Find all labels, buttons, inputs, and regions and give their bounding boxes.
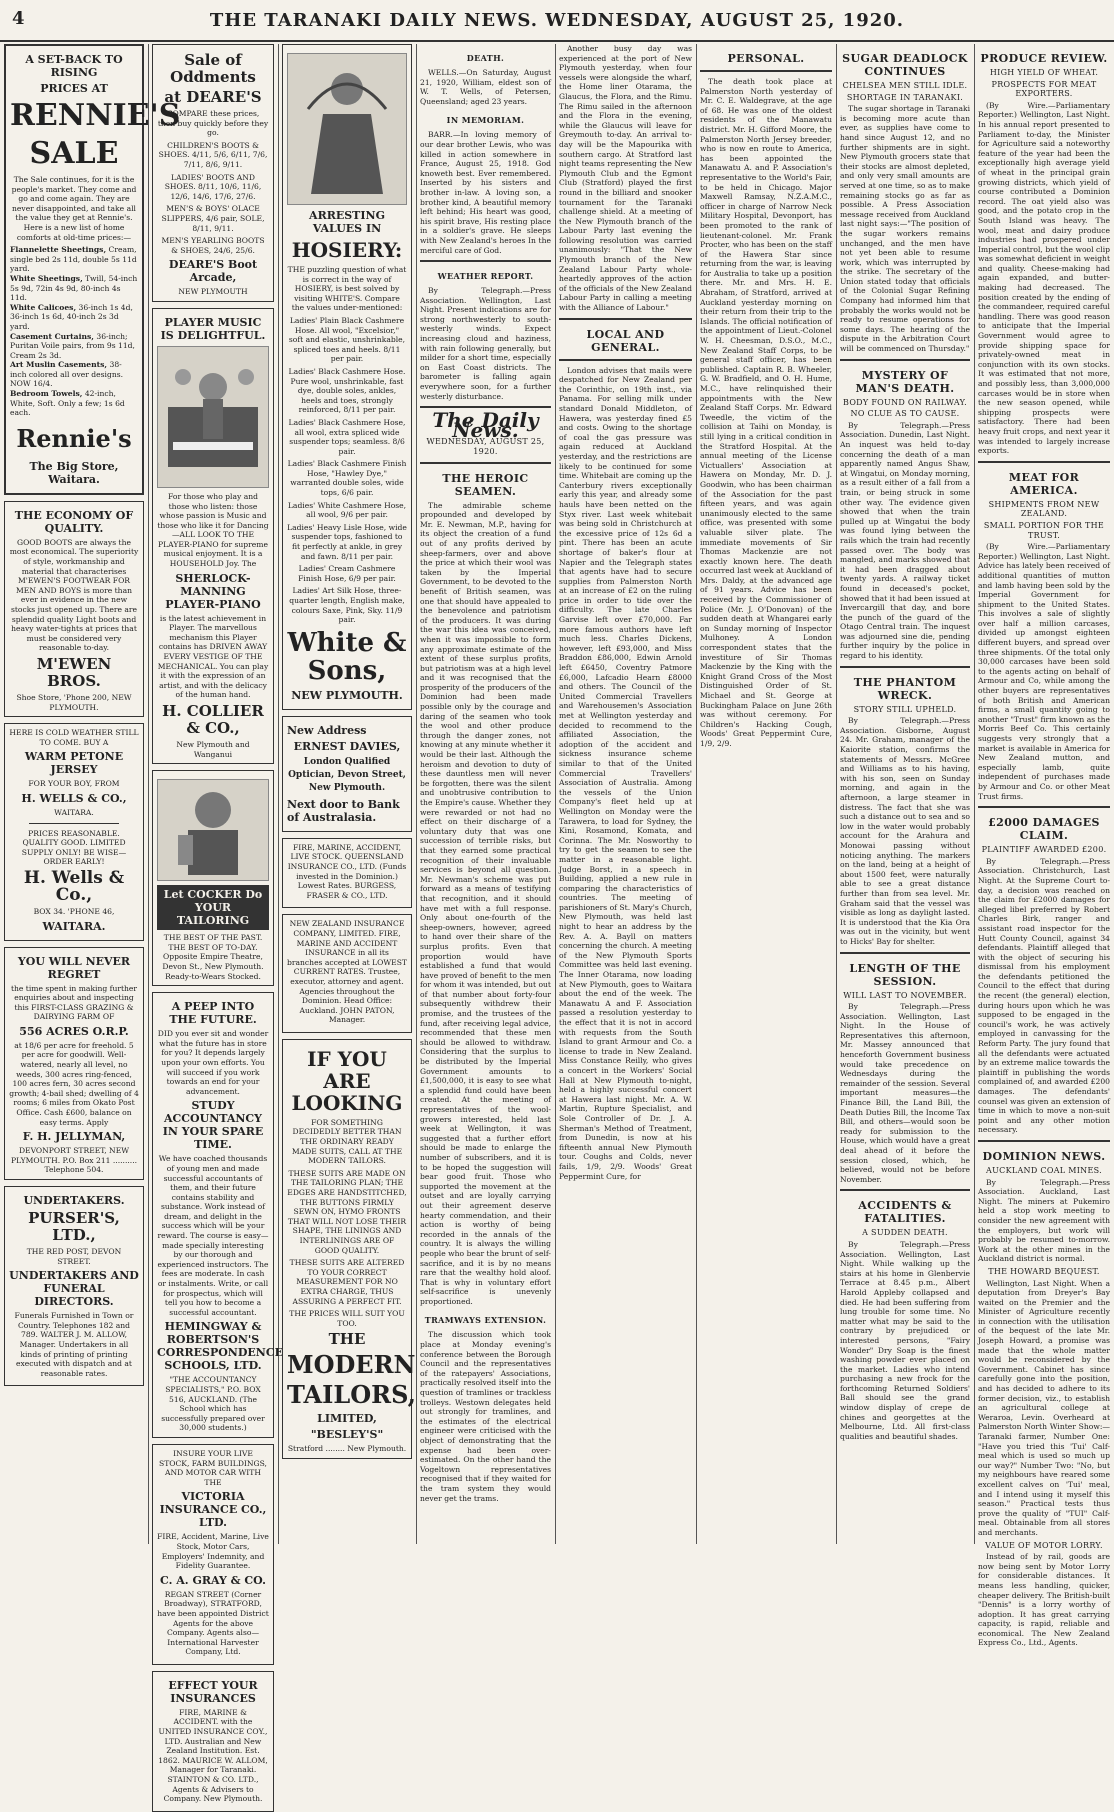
mystery-body: By Telegraph.—Press Association. Dunedin, Last Night. An inquest was held to-day concerning the death of a man apparently named Angus Shaw, at Wingatui, on Monday morning, as a result either of a fall from a train, or being struck in some other way. The evidence given showed that when the train pulled up at Wingatui the body was found lying between the rails which the train had recently passed over. The body was mangled, and marks showed that it had been dragged about twenty yards. A railway ticket found in deceased's pocket, showed that it had been issued at Invercargill that day, and bore the punch of the guard of the Otago Central train. The inquest was adjourned sine die, pending further inquiry by the police in regard to his identity. xyxy=(840,420,970,661)
column-8 xyxy=(978,44,1110,1648)
mcewen-address: Shoe Store, 'Phone 200, NEW PLYMOUTH. xyxy=(16,692,132,712)
dominion-sub: AUCKLAND COAL MINES. xyxy=(986,1165,1102,1175)
memoriam-notice: BARR.—In loving memory of our dear brother Lewis, who was killed in action somewhere in France, August 25, 1918. God knoweth best. Ever remembered. Inserted by his sisters and brother in-law. A loving son, a brother kind, A beautiful memory left behind; His heart was good, his spirit brave, His resting place in a soldier's grave. He sleeps with New Zealand's heroes In the merciful care of God. xyxy=(420,130,551,255)
deare-headline: Sale of Oddments xyxy=(170,51,256,86)
hosiery-headline2: HOSIERY: xyxy=(291,238,403,262)
editorial-date: WEDNESDAY, AUGUST 25, 1920. xyxy=(426,437,545,456)
dominion-body: Wellington, Last Night. When a deputation from Dreyer's Bay waited on the Premier and the Minister of Agriculture recently in connection with the utilisation of the bequest of the late Mr. Joseph Howard, a promise was made that the whole matter would be reconsidered by the Government. Cabinet has since carefully gone into the position, and has decided to adhere to its former decision, viz., to establish an agricultural college at Weraroa, Levin. Overheard at Palmerston North Winter Show:—Taranaki farmer, Number One: "Have you tried this 'Tui' Calf-meal which is used so much up our way?" Number Two: "No, but my neighbours have reared some excellent calves on 'Tui' meal, and I intend using it myself this season." Practical tests thus prove the quality of "TUI" Calf-meal. Obtainable from all stores and merchants. xyxy=(978,1278,1110,1537)
weather-heading: WEATHER REPORT. xyxy=(437,271,534,282)
item-name: White Sheetings, xyxy=(10,273,83,283)
hosiery-headline: ARRESTING VALUES IN xyxy=(309,209,385,235)
collier-advert xyxy=(152,308,274,764)
column-rule xyxy=(555,44,556,1544)
tailors-text2: THESE SUITS ARE MADE ON THE TAILORING PLAN; THE EDGES ARE HANDSTITCHED, THE BUTTONS FIRMLY SEWN ON, HYMO FRONTS THAT WILL NOT LOSE THEIR SHAPE, THE LININGS AND INTERLININGS ARE OF GOOD QUALITY. xyxy=(287,1168,407,1255)
column-1 xyxy=(4,44,181,1544)
column-3 xyxy=(282,44,416,1544)
mystery-headline: MYSTERY OF MAN'S DEATH. xyxy=(855,368,955,395)
item-name: Flannelette Sheetings, xyxy=(10,245,107,255)
death-heading: DEATH. xyxy=(466,53,505,63)
sugar-sub: CHELSEA MEN STILL IDLE. xyxy=(842,81,968,90)
mcewen-advert xyxy=(4,501,144,717)
davies-advert xyxy=(282,716,412,832)
hosiery-item: Ladies' Black Cashmere Finish Hose, "Hawley Dye," warranted double soles, wide tops, 6/6 pair. xyxy=(287,459,407,498)
item-name: Casement Curtains, xyxy=(10,331,94,341)
queensland-text: FIRE, MARINE, ACCIDENT, LIVE STOCK. QUEENSLAND INSURANCE CO., LTD. (Funds invested in the Dominion.) Lowest Rates. BURGESS, FRASER & CO., LTD. xyxy=(287,842,407,900)
hosiery-town: NEW PLYMOUTH. xyxy=(291,688,403,702)
purser-text: Funerals Furnished in Town or Country. Telephones 182 and 789. WALTER J. M. ALLOW, Manager. Undertakers in all kinds of printing of printing executed with dispatch and at reasonable rates. xyxy=(14,1311,134,1378)
item-name: White Calicoes, xyxy=(10,302,77,312)
rennie-headline: A SET-BACK TO RISING xyxy=(25,53,123,79)
jellyman-name: F. H. JELLYMAN, xyxy=(22,1130,126,1144)
hosiery-item: Ladies' Cream Cashmere Finish Hose, 6/9 per pair. xyxy=(298,564,396,583)
memoriam-heading: IN MEMORIAM. xyxy=(446,115,525,126)
paper-name: The Daily News. xyxy=(432,408,539,442)
meat-sub: SMALL PORTION FOR THE TRUST. xyxy=(983,520,1105,540)
item-desc: Twill, 54-inch 5s 9d, 72in 4s 9d, 80-inch 4s 11d. xyxy=(10,273,138,303)
sugar-headline: SUGAR DEADLOCK CONTINUES xyxy=(842,52,968,78)
tailors-limited: LIMITED, xyxy=(317,1412,377,1426)
tailor-illustration xyxy=(157,779,269,881)
victoria-text: FIRE, Accident, Marine, Live Stock, Motor Cars, Employers' Indemnity, and Fidelity Guarantee. xyxy=(157,1532,269,1571)
editorial-body: The admirable scheme propounded and developed by Mr. E. Newman, M.P., having for its object the creation of a fund out of any profits derived by sheep-farmers, over and above the price at which their wool was taken by the Imperial Government, to be devoted to the benefit of British seamen, was one that should have appealed to the benevolence and patriotism of the producers. It was during the war this idea was conceived, when it was impossible to form any approximate estimate of the extent of these surplus profits, but patriotism was at a high level and it was recognised that the prosperity of the producers of the Dominion had been made possible only by the courage and daring of the seamen who took the wool and other produce through the danger zones, not knowing at any minute whether it would be their last. Although the heroism and devotion to duty of these dauntless men will never be forgotten, there was the silent and unobtrusive contribution to the Empire's cause. Whether they were rewarded or not had no effect on their discharge of a voluntary duty that was one succession of terrible risks, but that they earned some practical recognition of their invaluable services is beyond all question. Mr. Newman's scheme was put forward as a means of testifying that recognition, and it should have met with a full response. Only about one-fourth of the sheep-owners, however, agreed to hand over their share of the surplus profits. Even that proportion would have established a fund that would have proved of benefit to the men for whom it was intended, but out of that number about forty-four subsequently withdrew their promise, and the trustees of the fund, after receiving legal advice, recommended that these men should be allowed to withdraw. Considering that the surplus to be distributed by the Imperial Government amounts to £1,500,000, it is easy to see what a splendid fund could have been created. At the meeting of representatives of the wool-growers interested, held last week at Wellington, it was suggested that a further effort should be made to enlarge the number of subscribers, and it is to be hoped the suggestion will bear good fruit. Those who supported the movement at the outset and are loyally carrying out their agreement deserve hearty commendation, and their action is worthy of being recorded in the annals of the country. It is always the willing people who bear the brunt of self-sacrifice, and it is by no means rare that the wealthy hold aloof. That is why in voluntary effort self-sacrifice is unevenly proportioned. xyxy=(420,500,551,1306)
produce-headline: PRODUCE REVIEW. xyxy=(980,52,1108,65)
rennie-item xyxy=(10,274,138,303)
column-rule xyxy=(278,44,279,1544)
wells-town: WAITARA. xyxy=(54,807,94,817)
purser-advert xyxy=(4,1186,144,1386)
deare-item: CHILDREN'S BOOTS & SHOES. 4/11, 5/6, 6/11, 7/6, 7/11, 8/6, 9/11. xyxy=(158,140,268,169)
hosiery-item: Ladies' Plain Black Cashmere Hose. All wool, "Excelsior," soft and elastic, unshrinkable, spliced toes and heels. 8/11 per pair. xyxy=(288,315,406,364)
rennie-item xyxy=(10,332,138,361)
tailors-text: FOR SOMETHING DECIDEDLY BETTER THAN THE ORDINARY READY MADE SUITS, CALL AT THE MODERN TAILORS. xyxy=(291,1117,403,1166)
phantom-sub: STORY STILL UPHELD. xyxy=(853,704,957,714)
mcewen-text: GOOD BOOTS are always the most economical. The superiority of style, workmanship and material that characterises M'EWEN'S FOOTWEAR FOR MEN AND BOYS is more than ever in evidence in the new stocks just opened up. There are splendid quality Light boots and heavy water-tights at prices that must be considered very reasonable to-day. xyxy=(9,537,139,653)
session-sub: WILL LAST TO NOVEMBER. xyxy=(843,990,967,1000)
victoria-name: VICTORIA INSURANCE CO., LTD. xyxy=(159,1490,267,1530)
item-desc: Cream, single bed 2s 11d, double 5s 11d yard. xyxy=(10,245,137,274)
hosiery-item: Ladies' Black Cashmere Hose. Pure wool, unshrinkable, fast dye, double soles, ankles, heels and toes, strongly reinforced, 8/11 per pair. xyxy=(288,366,406,415)
victoria-text2: REGAN STREET (Corner Broadway), STRATFORD, have been appointed District Agents for the above Company. Agents also—International Harvester Company, Ltd. xyxy=(157,1589,269,1657)
piano-image-icon xyxy=(158,347,268,487)
woman-illustration xyxy=(287,53,407,205)
jellyman-advert xyxy=(4,947,144,1181)
hosiery-item: Ladies' White Cashmere Hose, all wool, 9/6 per pair. xyxy=(287,500,407,520)
deare-sub: at DEARE'S xyxy=(164,88,262,106)
item-name: Art Muslin Casements, xyxy=(10,360,108,370)
purser-address: THE RED POST, DEVON STREET. xyxy=(26,1247,122,1266)
damages-sub: PLAINTIFF AWARDED £200. xyxy=(981,845,1107,855)
cocker-text: THE BEST OF THE PAST. THE BEST OF TO-DAY. xyxy=(163,933,263,952)
davies-text1: New Address xyxy=(287,723,367,737)
local-headline: LOCAL AND GENERAL. xyxy=(586,327,665,354)
tailors-besley: "BESLEY'S" xyxy=(310,1428,384,1442)
tailors-headline: IF YOU ARE LOOKING xyxy=(291,1046,403,1115)
collier-text2: is the latest achievement in Player. The marvellous mechanism this Player contains has DRIVEN AWAY EVERY VESTIGE OF THE MECHANICAL. You can play it with the expression of an artist, and with the delicacy of the human hand. xyxy=(157,613,269,700)
rennie-sale: SALE xyxy=(29,136,119,171)
accidents-headline: ACCIDENTS & FATALITIES. xyxy=(858,1199,952,1226)
wells-text: FOR YOUR BOY, FROM xyxy=(28,779,120,789)
deare-text: COMPARE these prices, then buy quickly before they go. xyxy=(157,109,269,138)
hosiery-item: Ladies' Heavy Lisle Hose, wide suspender tops, fashioned to fit perfectly at ankle, in grey and fawn. 8/11 per pair. xyxy=(287,522,407,561)
rennie-footer: Rennie's xyxy=(16,423,132,453)
mystery-sub: NO CLUE AS TO CAUSE. xyxy=(850,409,960,419)
jellyman-text: the time spent in making further enquiries about and inspecting this FIRST-CLASS GRAZING & DAIRYING FARM OF xyxy=(10,983,138,1022)
produce-sub: HIGH YIELD OF WHEAT. xyxy=(989,68,1099,77)
collier-text: For those who play and those who listen: those whose passion is Music and those who like it for Dancing—ALL LOOK TO THE PLAYER-PIANO for supreme musical enjoyment. It is a HOUSEHOLD Joy. The xyxy=(157,491,269,569)
meat-headline: MEAT FOR AMERICA. xyxy=(1008,470,1080,497)
rennie-item xyxy=(10,245,138,274)
davies-text2: London Qualified Optician, Devon Street, New Plymouth. xyxy=(288,756,406,793)
column-rule xyxy=(148,44,149,1544)
item-name: Bedroom Towels, xyxy=(10,389,83,399)
united-advert xyxy=(152,1671,274,1812)
editorial-headline: THE HEROIC SEAMEN. xyxy=(442,471,529,498)
queensland-advert xyxy=(282,838,412,909)
rennie-brand: RENNIE'S xyxy=(10,98,181,133)
mcewen-name: M'EWEN BROS. xyxy=(36,654,112,690)
tailors-text3: THESE SUITS ARE ALTERED TO YOUR CORRECT MEASUREMENT FOR NO EXTRA CHARGE, THUS ASSURING A PERFECT FIT. xyxy=(289,1258,405,1306)
tailors-name: TAILORS, xyxy=(287,1380,416,1410)
rennie-location: The Big Store, Waitara. xyxy=(29,459,119,486)
jellyman-headline: YOU WILL NEVER REGRET xyxy=(17,954,131,981)
deare-advert xyxy=(152,44,274,302)
phantom-headline: THE PHANTOM WRECK. xyxy=(853,675,957,702)
rennie-intro: The Sale continues, for it is the people's market. They come and go and come again. They are never disappointed, and take all the value they get at Rennie's. Here is a new list of home comforts at old-time prices:— xyxy=(11,175,137,242)
weather-report: By Telegraph.—Press Association. Wellington, Last Night. Present indications are for strong northwesterly to south-westerly winds. Expect increasing cloud and haziness, with rain following generally, but milder for a short time, especially on East Coast districts. The barometer is falling again everywhere soon, for a further westerly disturbance. xyxy=(420,286,551,401)
phantom-body: By Telegraph.—Press Association. Gisborne, August 24. Mr. Graham, manager of the Kaiorite station, confirms the statements of Messrs. McGree and Williams as to his having, with his son, seen on Sunday morning, and again in the afternoon, a large steamer in distress. The fact that she was such a distance out to sea and so low in the water would probably account for the Arahura and Monowai passing without noticing anything. The markers on the land, being at a height of about 1500 feet, were naturally able to see a great distance further than from sea level. Mr. Graham said that the vessel was visible as long as daylight lasted. It is understood that the Kia Ora was out in the vicinity, but went to Hicks' Bay for shelter. xyxy=(840,716,970,946)
future-text2: We have coached thousands of young men and made successful accountants of them, and their future contains stability and substance. Work instead of dream, and delight in the success which will be your reward. The course is easy—made specially interesting by our thorough and experienced instructors. The fees are moderate. In cash or instalments. Write, or call for prospectus, which will tell you how to become a successful accountant. xyxy=(157,1154,269,1317)
wells-footer-town: WAITARA. xyxy=(42,919,106,933)
column-rule xyxy=(416,44,417,1544)
hosiery-text: THE puzzling question of what is correct in the way of HOSIERY, is best solved by visiting WHITE'S. Compare the values under-mentioned: xyxy=(287,265,407,313)
purser-headline: UNDERTAKERS. xyxy=(23,1194,125,1207)
cocker-brand: Let COCKER Do YOUR TAILORING xyxy=(157,885,269,930)
tailor-image-icon xyxy=(158,780,268,880)
sugar-sub: SHORTAGE IN TARANAKI. xyxy=(846,92,964,102)
future-headline: A PEEP INTO THE FUTURE. xyxy=(169,1000,257,1027)
davies-name: ERNEST DAVIES, xyxy=(293,739,401,753)
cocker-sub: Ready-to-Wears Stocked. xyxy=(165,971,261,981)
collier-name: H. COLLIER & CO., xyxy=(162,702,264,737)
dominion-headline: DOMINION NEWS. xyxy=(982,1149,1106,1163)
tailors-text4: THE PRICES WILL SUIT YOU TOO. xyxy=(289,1309,405,1328)
tailors-town: Stratford ........ New Plymouth. xyxy=(287,1444,407,1454)
damages-body: By Telegraph.—Press Association. Christchurch, Last Night. At the Supreme Court to-day, a decision was reached on the claim for £2000 damages for alleged libel preferred by Robert Charles Birk, ranger and assistant road inspector for the Hutt County Council, against 34 defendants. Plaintiff alleged that with the object of securing his dismissal from his employment the defendants petitioned the Council to the effect that during the recent (the general) election, during hours upon which he was supposed to be engaged in the council's work, he was actively employed in canvassing for the Reform Party. The jury found that all the defendants were actuated by an extreme malice towards the plaintiff in publishing the words complained of, and awarded £200 damages. The defendants' counsel was given an extension of time in which to move a non-suit point and any other motion necessary. xyxy=(978,856,1110,1135)
rennie-advert xyxy=(4,44,181,495)
produce-body: (By Wire.—Parliamentary Reporter.) Wellington, Last Night. In his annual report presented to Parliament to-day, the Minister for Agriculture said a noteworthy feature of the year had been the exceptionally high average yield of wheat in the principal grain growing districts, which yield of course contributed a Dominion record. The oat yield also was good, and the potato crop in the South Island was heavy. The wool, meat and dairy produce industries had prospered under Imperial control, but the wool clip was somewhat deficient in weight and quality. Cheese-making had again expanded, and butter-making had decreased. The position created by the ending of the commandeer, required careful handling. There was good reason to anticipate that the Imperial Government would agree to provide shipping space for privately-owned meat in conjunction with its own stocks. It was estimated that not more, and possibly less, than 3,000,000 carcases would be in store when the new season opened, while shipping prospects were satisfactory. There had been heavy fruit crops, and next year it was intended to largely increase exports. xyxy=(978,100,1110,456)
wells-product: WARM PETONE JERSEY xyxy=(24,750,124,777)
purser-name: PURSER'S, LTD., xyxy=(28,1209,120,1244)
produce-sub: PROSPECTS FOR MEAT EXPORTERS. xyxy=(991,79,1097,99)
nzinsurance-text: NEW ZEALAND INSURANCE COMPANY, LIMITED. FIRE, MARINE AND ACCIDENT INSURANCE in all its branches accepted at LOWEST CURRENT RATES. Trustee, executor, attorney and agent. Agencies throughout the Dominion. Head Office: Auckland. JOHN PATON, Manager. xyxy=(287,919,407,1025)
cocker-advert xyxy=(152,770,274,986)
mcewen-headline: THE ECONOMY OF QUALITY. xyxy=(14,508,134,535)
tailors-name: MODERN xyxy=(287,1350,416,1380)
deare-item: LADIES' BOOTS AND SHOES. 8/11, 10/6, 11/6, 12/6, 14/6, 17/6, 27/6. xyxy=(164,172,262,201)
jellyman-acres: 556 ACRES O.R.P. xyxy=(19,1024,129,1038)
tramways-body: The discussion which took place at Monday evening's conference between the Borough Council and the representatives of the ratepayers' Associations, practically resolved itself into the question of tramlines or trackless trolleys. Westown delegates held out strongly for tramlines, and the estimates of the electrical engineer were criticised with the object of demonstrating that the expense had been over-estimated. On the other hand the Vogeltown representatives recognised that if they waited for the tram system they would never get the trams. xyxy=(420,1330,551,1503)
victoria-headline: INSURE YOUR LIVE STOCK, FARM BUILDINGS, AND MOTOR CAR WITH THE xyxy=(159,1448,267,1487)
meat-sub: SHIPMENTS FROM NEW ZEALAND. xyxy=(988,499,1100,519)
davies-text3: Next door to Bank of Australasia. xyxy=(287,797,400,824)
wells-box: BOX 34. 'PHONE 46, xyxy=(33,906,115,916)
future-text: DID you ever sit and wonder what the future has in store for you? It depends largely upon your own efforts. You will succeed if you work towards an end for your advancement. xyxy=(157,1029,269,1096)
future-address: "THE ACCOUNTANCY SPECIALISTS," P.O. BOX 516, AUCKLAND. (The School which has successfully prepared over 30,000 students.) xyxy=(161,1375,265,1433)
item-desc: 38-inch colored all over designs. NOW 16/4. xyxy=(10,360,124,389)
column-rule xyxy=(836,44,837,1544)
hosiery-advert xyxy=(282,44,412,710)
purser-sub: UNDERTAKERS AND FUNERAL DIRECTORS. xyxy=(9,1269,139,1309)
rennie-subheadline: PRICES AT xyxy=(40,82,108,95)
column-5 xyxy=(559,44,692,1544)
jellyman-address: DEVONPORT STREET, NEW PLYMOUTH. P.O. Box 211 .......... Telephone 504. xyxy=(10,1146,138,1175)
hosiery-item: Ladies' Black Cashmere Hose, all wool, extra spliced wide suspender tops; seamless. 8/6 pair. xyxy=(288,417,406,456)
column-6 xyxy=(700,44,832,1544)
item-desc: 36-inch; Puritan Voile pairs, from 9s 11d, Cream 2s 3d. xyxy=(10,331,135,360)
rennie-item xyxy=(10,360,138,389)
wells-footer: H. Wells & Co., xyxy=(23,867,125,905)
woman-image-icon xyxy=(288,54,406,204)
deare-item: MEN'S YEARLING BOOTS & SHOES, 24/6, 25/6. xyxy=(161,236,265,255)
wells-name: H. WELLS & CO., xyxy=(21,791,127,805)
hosiery-name: White & Sons, xyxy=(287,627,407,686)
personal-body: The death took place at Palmerston North yesterday of Mr. C. E. Waldegrave, at the age of 68. He was one of the oldest residents of the Manawatu district. Mr. H. Gifford Moore, the Palmerston North Jersey breeder, who is now en route to America, has been appointed the Manawatu A. and P. Association's representative to the World's Fair, to be held in Chicago. Major Maxwell Ramsay, N.Z.A.M.C., officer in charge of Narrow Neck Military Hospital, Devonport, has been promoted to the rank of lieutenant-colonel. Mr. Frank Procter, who has been on the staff of the Hawera Star since returning from the war, is leaving for Australia to take up a position there. Mr. and Mrs. H. E. Abraham, of Stratford, arrived at Auckland yesterday morning on their return from their trip to the Islands. The official notification of the appointment of Lieut.-Colonel W. H. Cheesman, D.S.O., M.C., New Zealand Staff Corps, to be general staff officer, has been published. Captain R. B. Wheeler, G. W. Bradfield, and O. H. Hume, M.C., have relinquished their appointments with the New Zealand Staff Corps. Mr. Edward Tweedle, the victim of the collision at Taihi on Monday, is still lying in a critical condition in the Stratford Hospital. At the annual meeting of the License Victuallers' Association at Hawera on Monday, Mr. D. J. Goodwin, who has been chairman of the Association for the past fifteen years, and was again unanimously elected to the same office, was presented with some valuable silver plate. The immediate movements of Sir Thomas Mackenzie are not exactly known here. The death occurred last week at Auckland of Mrs. Daldy, at the advanced age of 91 years. Advice has been received by the Commissioner of Police (Mr. J. O'Donovan) of the sudden death at Whangarei early on Sunday morning of Inspector Mulhoney. A London correspondent states that the investiture of Sir Thomas Mackenzie by the King with the Knight Grand Cross of the Most Distinguished Order of St. Michael and St. George at Buckingham Palace on June 26th was without ceremony. For Children's Hacking Cough, Woods' Great Peppermint Cure, 1/9, 2/9. xyxy=(700,77,832,748)
damages-headline: £2000 DAMAGES CLAIM. xyxy=(988,816,1100,843)
sugar-body: The sugar shortage in Taranaki is becoming more acute than ever, as supplies have come to hand since August 12, and no further shipments are in sight. New Plymouth grocers state that their stocks are almost depleted, and only very small amounts are served at one time, so as to make remaining stocks go as far as possible. A Press Association message received from Auckland last night says:—"The position of the sugar workers remains unchanged, and the men have not yet been able to resume work, which was interrupted by the strike. The secretary of the Union stated today that officials of the Colonial Sugar Refining Company had informed him that probably the works would not be ready to resume operations for some days. The hearing of the dispute in the Arbitration Court will be commenced on Thursday." xyxy=(840,104,970,354)
victoria-agent: C. A. GRAY & CO. xyxy=(160,1573,266,1587)
column-2 xyxy=(152,44,283,1804)
rennie-item xyxy=(10,389,138,418)
item-desc: 36-inch 1s 4d, 36-inch 1s 6d, 40-inch 2s 3d yard. xyxy=(10,302,133,331)
future-headline2: STUDY ACCOUNTANCY IN YOUR SPARE TIME. xyxy=(162,1099,264,1152)
dominion-body: Instead of by rail, goods are now being sent by Motor Lorry for considerable distances. It means less handling, quicker, cheaper delivery. The British-built "Dennis" is a lorry worthy of adoption. It has great carrying capacity, is rapid, reliable and economical. The New Zealand Express Co., Ltd., Agents. xyxy=(978,1552,1110,1648)
editorial-continued: Another busy day was experienced at the port of New Plymouth yesterday, when four vessels were alongside the wharf, the Home liner Otarama, the Glaucus, the Flora, and the Rimu. The Rimu sailed in the afternoon and the Flora in the evening, while the Glaucus will leave for Greymouth to-day. An arrival to-day will be the Mapourika with southern cargo. At Stratford last night teams representing the New Plymouth Club and the Egmont Club (Stratford) played the first round in the billiard and snooker tournament for the Taranaki challenge shield. At a meeting of the New Plymouth branch of the Labour Party last evening the following resolution was carried unanimously: "That the New Plymouth branch of the New Zealand Labour Party whole-heartedly approves of the action of the officials of the New Zealand Labour Party in calling a meeting with the Alliance of Labour." xyxy=(559,44,692,313)
deare-item: MEN'S & BOYS' OLACE SLIPPERS, 4/6 pair, SOLE, 8/11, 9/11. xyxy=(161,204,265,233)
deare-name: DEARE'S Boot Arcade, xyxy=(168,258,258,285)
nzinsurance-advert xyxy=(282,914,412,1033)
page-number: 4 xyxy=(12,8,25,29)
column-rule xyxy=(974,44,975,1544)
collier-product: SHERLOCK-MANNING PLAYER-PIANO xyxy=(165,571,261,611)
column-rule xyxy=(696,44,697,1544)
future-advert xyxy=(152,992,283,1438)
mystery-sub: BODY FOUND ON RAILWAY. xyxy=(843,397,967,407)
hosiery-item: Ladies' Art Silk Hose, three-quarter length, English make, colours Saxe, Pink, Sky. 11/9 pair. xyxy=(289,586,405,625)
future-name: HEMINGWAY & ROBERTSON'S CORRESPONDENCE SCHOOLS, LTD. xyxy=(157,1320,283,1373)
dominion-sub: THE HOWARD BEQUEST. xyxy=(988,1266,1100,1276)
cocker-address: Opposite Empire Theatre, Devon St., New Plymouth. xyxy=(162,952,264,971)
rennie-item xyxy=(10,303,138,332)
masthead xyxy=(0,0,1114,42)
jellyman-details: at 18/6 per acre for freehold. 5 per acre for goodwill. Well-watered, nearly all level, no weeds, 300 acres ring-fenced, 100 acres fern, 30 acres second growth; 4-bail shed; dwelling of 4 rooms; 6 miles from Okato Post Office. Cash £600, balance on easy terms. Apply xyxy=(9,1040,139,1127)
piano-illustration xyxy=(157,346,269,488)
item-desc: 42-inch, White, Soft. Only a few; 1s 6d each. xyxy=(10,389,125,418)
session-headline: LENGTH OF THE SESSION. xyxy=(849,961,961,988)
wells-text: HERE IS COLD WEATHER STILL TO COME. BUY A xyxy=(9,728,139,747)
dominion-sub: VALUE OF MOTOR LORRY. xyxy=(985,1540,1103,1550)
session-body: By Telegraph.—Press Association. Wellington, Last Night. In the House of Representatives this afternoon, Mr. Massey announced that henceforth Government business would take precedence on Wednesdays during the remainder of the session. Several important measures—the Finance Bill, the Land Bill, the Death Duties Bill, the Income Tax Bill, and others—would soon be ready for submission to the House, which would have a great deal ahead of it before the session closed, which, he believed, would not be before November. xyxy=(840,1002,970,1184)
collier-town: New Plymouth and Wanganui xyxy=(176,740,250,759)
tailors-name: THE xyxy=(328,1330,366,1349)
united-text: FIRE, MARINE & ACCIDENT. with the UNITED INSURANCE COY., LTD. Australian and New Zealand Institution. Est. 1862. MAURICE W. ALLOM, Manager for Taranaki. STAINTON & CO. LTD., Agents & Advisers to Company. New Plymouth. xyxy=(158,1707,268,1804)
column-4 xyxy=(420,44,551,1544)
united-headline: EFFECT YOUR INSURANCES xyxy=(168,1678,258,1705)
collier-headline: PLAYER MUSIC IS DELIGHTFUL. xyxy=(160,315,266,342)
accidents-sub: A SUDDEN DEATH. xyxy=(862,1228,948,1238)
dominion-body: By Telegraph.—Press Association. Auckland, Last Night. The miners at Pukemiro held a stop work meeting to consider the new agreement with the employers, but work will probably be resumed to-morrow. Work at the other mines in the Auckland district is normal. xyxy=(978,1177,1110,1264)
death-notice: WELLS.—On Saturday, August 21, 1920, William, eldest son of W. T. Wells, of Petersen, Queensland; aged 23 years. xyxy=(420,68,551,106)
tailors-advert xyxy=(282,1039,416,1459)
personal-headline: PERSONAL. xyxy=(727,52,805,65)
tramways-heading: TRAMWAYS EXTENSION. xyxy=(424,1315,547,1326)
wells-prices: PRICES REASONABLE. QUALITY GOOD. LIMITED SUPPLY ONLY! BE WISE—ORDER EARLY! xyxy=(21,828,127,867)
newspaper-title: THE TARANAKI DAILY NEWS. WEDNESDAY, AUGUST 25, 1920. xyxy=(209,10,905,31)
column-7 xyxy=(840,44,970,1544)
accidents-body: By Telegraph.—Press Association. Wellington, Last Night. While walking up the stairs at his home in Glenbervie Terrace at 8.45 p.m., Albert Harold Appleby collapsed and died. He had been suffering from lung trouble for some time. No matter what may be said to the contrary by prejudiced or interested persons, "Fairy Wonder" Dry Soap is the finest washing powder ever placed on the market. Ladies who intend purchasing a new frock for the forthcoming Returned Soldiers' Ball should see the grand window display of crepe de chines and georgettes at the Melbourne, Ltd. All first-class qualities and beautiful shades. xyxy=(840,1239,970,1441)
local-body: London advises that mails were despatched for New Zealand per the Corinthic, on 19th inst., via Panama. For selling milk under standard Donald Middleton, of Hawera, was yesterday fined £5 and costs. Owing to the shortage of coal the gas pressure was again reduced at Auckland yesterday, and the restrictions are likely to be continued for some time. Whitebait are coming up the Canterbury rivers exceptionally early this year, and already some hauls have been netted on the Styx river. Last week whitebait was being sold in Christchurch at the excessive price of 12s 6d a pint. There has been an acute shortage of baker's flour at Napier and the Telegraph states that agents have had to secure supplies from Palmerston North at an increase of £2 on the ruling price in order to tide over the difficulty. The late Charles Garvise left over £70,000. Far more famous authors have left much less. Charles Dickens, however, left £93,000, and Miss Braddon £86,000, Edwin Arnold left £6450, Coventry Patmore £6,000, Lafcadio Hearn £8000 and others. The Council of the United Commercial Travellers and Warehousemen's Association met at Wellington yesterday and decided to recommend to the affiliated Association, the adoption of the accident and sickness insurance scheme similar to that of the United Commercial Travellers' Association of Australia. Among the vessels of the Union Company's fleet held up at Wellington on Monday were the Tarawera, to load for Sydney, the Kini, Rosamond, Komata, and Corinna. The Mr. Nosworthy to try to get the seamen to see the matter in a reasonable light. Judge Borst, in a speech in Building, applied a new rule in comparing the characteristics of countries. The meeting of parishioners of St. Mary's Church, New Plymouth, was held last night to hear an address by the Rev. A. A. Bayll on matters concerning the church. A meeting of the New Plymouth Sports Committee was held last evening. The Inner Otarama, now loading at New Plymouth, goes to Waitara about the end of the week. The Manawatu A and F. Association passed a resolution yesterday to the effect that it is not in accord with requests from the South Island to grant Armour and Co. a license to trade in New Zealand. Miss Constance Reilly, who gives a concert in the Workers' Social Hall at New Plymouth to-night, held a highly successful concert at Hawera last night. Mr. A. W. Martin, Rupture Specialist, and Sole Controller of Dr. J. A. Sherman's Method of Treatment, from Dunedin, is now at his fifteenth annual New Plymouth tour. Coughs and Colds, never fails, 1/9, 2/9. Woods' Great Peppermint Cure, for xyxy=(559,365,692,1181)
meat-body: (By Wire.—Parliamentary Reporter.) Wellington, Last Night. Advice has lately been received of additional quantities of mutton and lamb having been sold by the Imperial Government for shipment to the United States. This involves a sale of slightly over half a million carcases, divided up amongst eighteen different buyers, and spread over three shipments. Of the total only 30,000 carcases have been sold to the agents acting on behalf of Armour and Co, while among the other buyers are representatives of both British and American firms, a small quantity going to another "Trust" firm known as the Morris Beef Co. This certainly suggests very strongly that a market is available in America for New Zealand mutton, and especially lamb, quite independent of purchases made by Armour and Co. or other Meat Trust firms. xyxy=(978,542,1110,801)
deare-town: NEW PLYMOUTH xyxy=(178,287,248,297)
wells-advert xyxy=(4,723,144,940)
victoria-advert xyxy=(152,1444,274,1665)
